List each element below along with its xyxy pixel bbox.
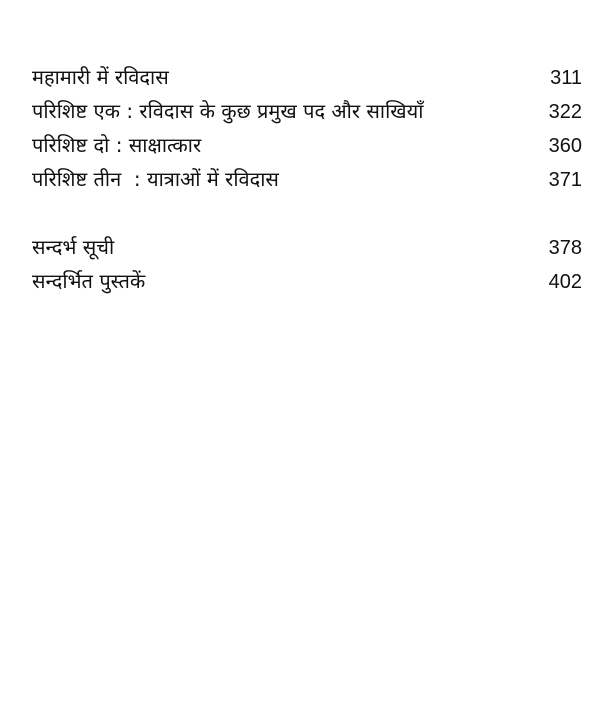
toc-entry-title: महामारी में रविदास: [32, 65, 169, 89]
toc-entry[interactable]: [32, 60, 582, 94]
toc-entry-page-number: 402: [548, 271, 582, 293]
toc-entry-title: परिशिष्ट तीन : यात्राओं में रविदास: [32, 167, 279, 191]
toc-entry-title: परिशिष्ट दो : साक्षात्कार: [32, 133, 202, 157]
toc-entry[interactable]: [32, 264, 582, 298]
toc-entry-page-number: 360: [548, 135, 582, 157]
toc-entry[interactable]: [32, 162, 582, 196]
toc-entry-title: सन्दर्भित पुस्तकें: [32, 269, 146, 293]
toc-group-appendices: [32, 60, 582, 196]
toc-entry-page-number: 311: [550, 67, 582, 89]
table-of-contents: [32, 60, 582, 298]
toc-entry-title: परिशिष्ट एक : रविदास के कुछ प्रमुख पद और साखियाँ: [32, 99, 424, 123]
toc-entry-page-number: 378: [548, 237, 582, 259]
toc-entry[interactable]: [32, 128, 582, 162]
toc-entry-page-number: 322: [548, 101, 582, 123]
toc-entry-page-number: 371: [548, 169, 582, 191]
toc-entry-title: सन्दर्भ सूची: [32, 235, 115, 259]
toc-entry[interactable]: [32, 230, 582, 264]
toc-group-references: [32, 230, 582, 298]
toc-entry[interactable]: [32, 94, 582, 128]
